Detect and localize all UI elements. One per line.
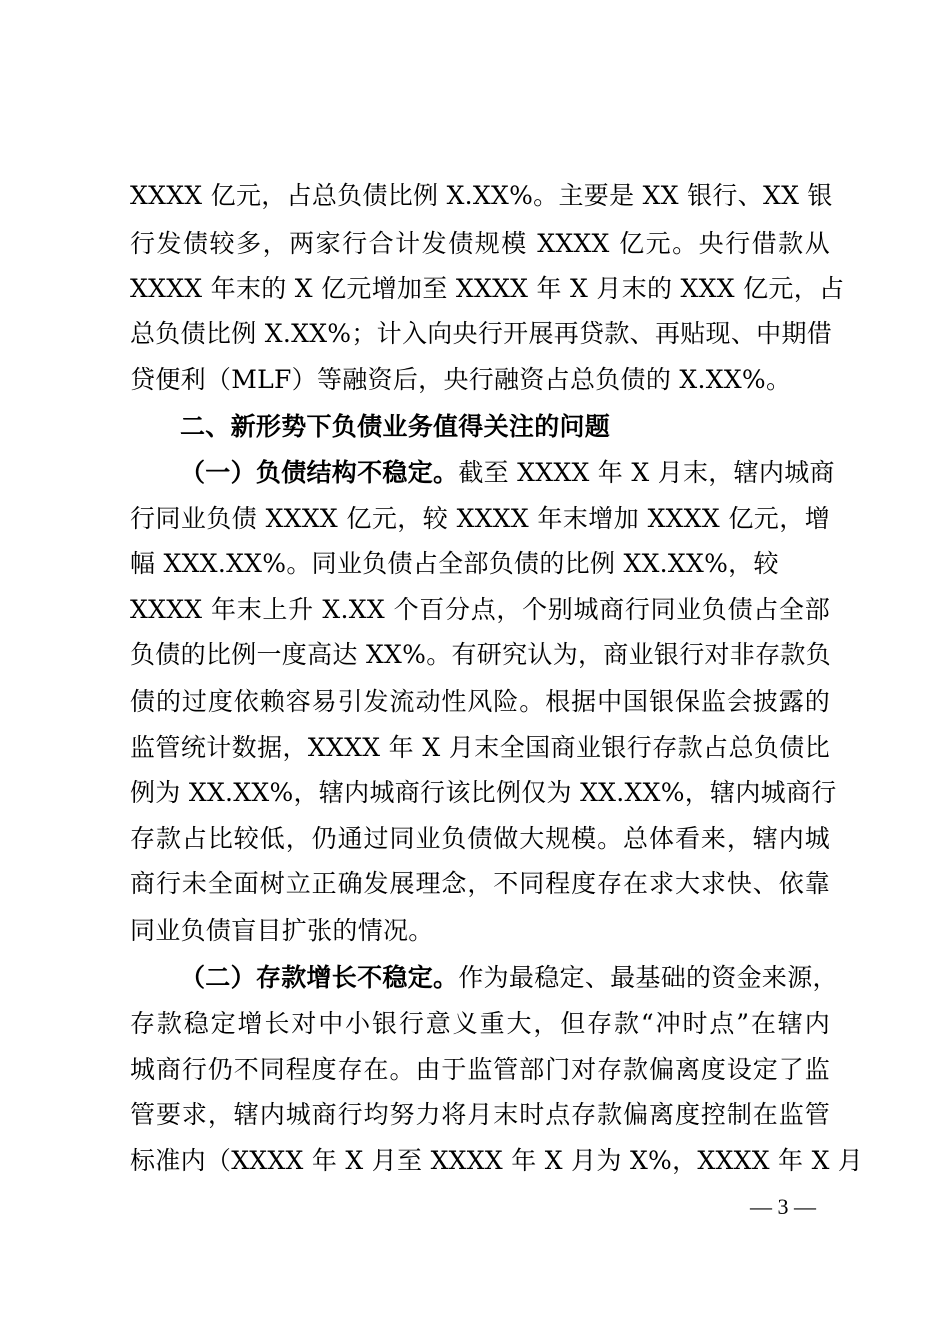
body-text-line: 债的过度依赖容易引发流动性风险。根据中国银保监会披露的	[130, 687, 830, 716]
subsection-title: （二）存款增长不稳定。	[180, 963, 459, 992]
body-text-line: 例为 XX.XX%，辖内城商行该比例仅为 XX.XX%，辖内城商行	[130, 778, 837, 807]
body-text-line: 城商行仍不同程度存在。由于监管部门对存款偏离度设定了监	[130, 1055, 830, 1084]
body-text-line: XXXX 年末的 X 亿元增加至 XXXX 年 X 月末的 XXX 亿元，占	[130, 274, 845, 303]
body-text-line: 负债的比例一度高达 XX%。有研究认为，商业银行对非存款负	[130, 640, 831, 669]
subsection-first-line	[180, 451, 835, 495]
body-text-line: 存款占比较低，仍通过同业负债做大规模。总体看来，辖内城	[130, 824, 830, 853]
body-text-line: 商行未全面树立正确发展理念，不同程度存在求大求快、依靠	[130, 869, 830, 898]
body-text: 截至 XXXX 年 X 月末，辖内城商	[458, 458, 835, 487]
body-text-line: 同业负债盲目扩张的情况。	[130, 916, 434, 945]
subsection-title: （一）负债结构不稳定。	[180, 458, 459, 487]
body-text-line: 存款稳定增长对中小银行意义重大，但存款“冲时点”在辖内	[130, 1009, 830, 1038]
body-text-line: 总负债比例 X.XX%；计入向央行开展再贷款、再贴现、中期借	[130, 319, 833, 348]
body-text-line: 行同业负债 XXXX 亿元，较 XXXX 年末增加 XXXX 亿元，增	[130, 504, 830, 533]
section-heading: 二、新形势下负债业务值得关注的问题	[180, 412, 611, 441]
body-text-line: 行发债较多，两家行合计发债规模 XXXX 亿元。央行借款从	[130, 229, 830, 258]
body-text-line: 标准内（XXXX 年 X 月至 XXXX 年 X 月为 X%，XXXX 年 X 月	[130, 1146, 864, 1175]
body-text-line: XXXX 亿元，占总负债比例 X.XX%。主要是 XX 银行、XX 银	[130, 181, 833, 210]
page-number: — 3 —	[750, 1194, 816, 1219]
subsection-first-line	[180, 956, 838, 1000]
body-text-line: 幅 XXX.XX%。同业负债占全部负债的比例 XX.XX%，较	[130, 549, 779, 578]
body-text-line: 贷便利（MLF）等融资后，央行融资占总负债的 X.XX%。	[130, 365, 792, 394]
body-text-line: XXXX 年末上升 X.XX 个百分点，个别城商行同业负债占全部	[130, 595, 830, 624]
body-text: 作为最稳定、最基础的资金来源，	[458, 963, 838, 992]
body-text-line: 监管统计数据，XXXX 年 X 月末全国商业银行存款占总负债比	[130, 733, 830, 762]
body-text-line: 管要求，辖内城商行均努力将月末时点存款偏离度控制在监管	[130, 1100, 830, 1129]
